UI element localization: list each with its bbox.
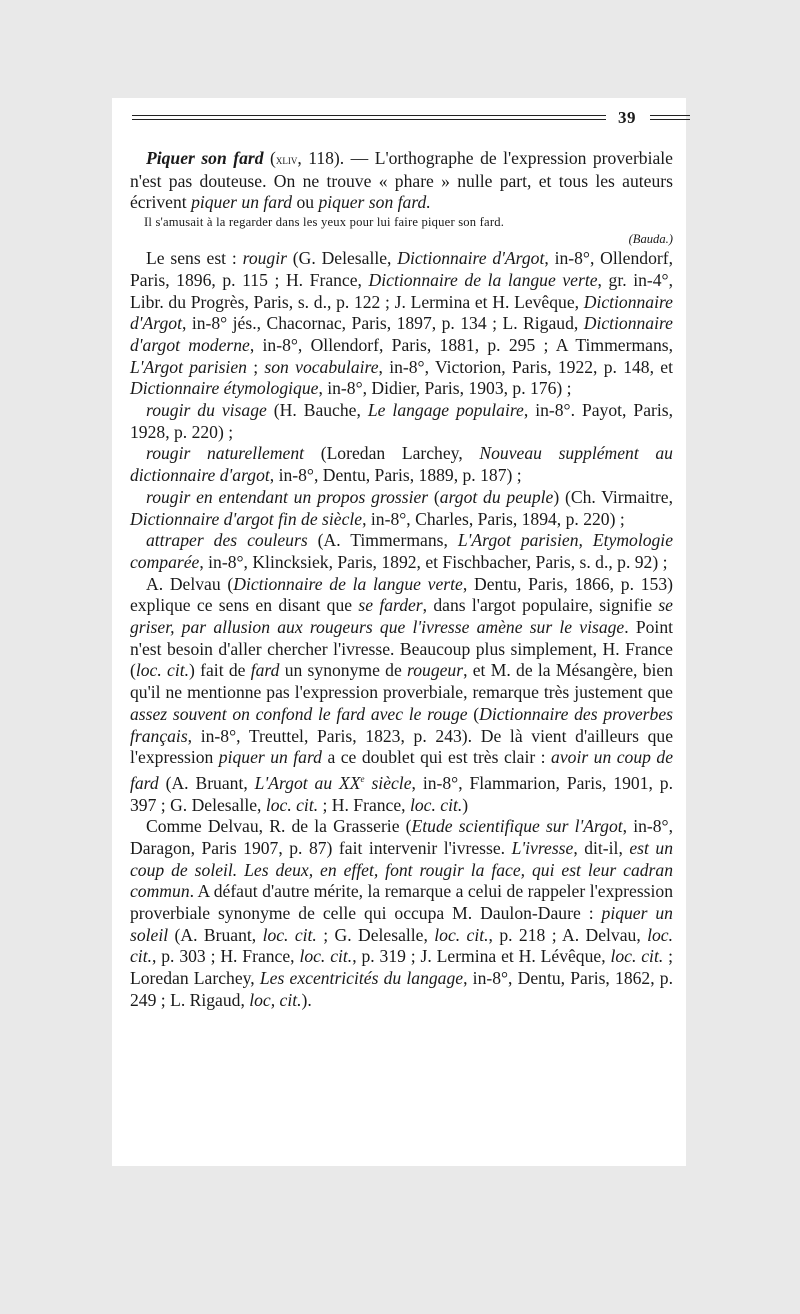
paragraph-4: rougir naturellement (Loredan Larchey, Nouveau supplément au dictionnaire d'argot, in-8°, Dentu, Paris, 1889, p. 187) ; (130, 443, 673, 486)
volume-reference: xliv (275, 152, 298, 167)
paragraph-3: rougir du visage (H. Bauche, Le langage populaire, in-8°. Payot, Paris, 1928, p. 220) ; (130, 400, 673, 442)
paragraph-1: Piquer son fard (xliv, 118). — L'orthographe de l'expression proverbiale n'est pas douteuse. On ne trouve « phare » nulle part, et tous les auteurs écrivent piquer un fard ou piquer son fard. (130, 148, 673, 213)
paragraph-7: A. Delvau (Dictionnaire de la langue verte, Dentu, Paris, 1866, p. 153) explique ce sens en disant que se farder, dans l'argot populaire, signifie se griser, par allusion aux rougeurs que l'ivresse amène sur le visage. Point n'est besoin d'aller chercher l'ivresse. Beaucoup plus simplement, H. France (loc. cit.) fait de fard un synonyme de rougeur, et M. de la Mésangère, bien qu'il ne mentionne pas l'expression proverbiale, remarque très justement que assez souvent on confond le fard avec le rouge (Dictionnaire des proverbes français, in-8°, Treuttel, Paris, 1823, p. 243). De là vient d'ailleurs que l'expression piquer un fard a ce doublet qui est très clair : avoir un coup de fard (A. Bruant, L'Argot au XXe siècle, in-8°, Flammarion, Paris, 1901, p. 397 ; G. Delesalle, loc. cit. ; H. France, loc. cit.) (130, 573, 674, 815)
paragraph-2: Le sens est : rougir (G. Delesalle, Dictionnaire d'Argot, in-8°, Ollendorf, Paris, 1896, p. 115 ; H. France, Dictionnaire de la langue verte, gr. in-4°, Libr. du Progrès, Paris, s. d., p. 122 ; J. Lermina et H. Levêque, Dictionnaire d'Argot, in-8° jés., Chacornac, Paris, 1897, p. 134 ; L. Rigaud, Dictionnaire d'argot moderne, in-8°, Ollendorf, Paris, 1881, p. 295 ; A Timmermans, L'Argot parisien ; son vocabulaire, in-8°, Victorion, Paris, 1922, p. 148, et Dictionnaire étymologique, in-8°, Didier, Paris, 1903, p. 176) ; (130, 248, 673, 399)
header-rule-right (650, 115, 690, 120)
paragraph-8: Comme Delvau, R. de la Grasserie (Etude scientifique sur l'Argot, in-8°, Daragon, Paris 1907, p. 87) fait intervenir l'ivresse. L'ivresse, dit-il, est un coup de soleil. Les deux, en effet, font rougir la face, qui est leur cadran commun. A défaut d'autre mérite, la remarque a celui de rappeler l'expression proverbiale synonyme de celle qui occupa M. Daulon-Daure : piquer un soleil (A. Bruant, loc. cit. ; G. Delesalle, loc. cit., p. 218 ; A. Delvau, loc. cit., p. 303 ; H. France, loc. cit., p. 319 ; J. Lermina et H. Lévêque, loc. cit. ; Loredan Larchey, Les excentricités du langage, in-8°, Dentu, Paris, 1862, p. 249 ; L. Rigaud, loc, cit.). (130, 816, 674, 1010)
header-rule-left (132, 115, 606, 120)
quotation-attribution: (Bauda.) (628, 232, 673, 247)
page-number: 39 (618, 108, 636, 127)
paragraph-5: rougir en entendant un propos grossier (argot du peuple) (Ch. Virmaitre, Dictionnaire d'argot fin de siècle, in-8°, Charles, Paris, 1894, p. 220) ; (130, 486, 673, 529)
body-text (130, 148, 673, 1012)
page-header (132, 108, 677, 128)
paragraph-6: attraper des couleurs (A. Timmermans, L'Argot parisien, Etymologie comparée, in-8°, Klincksiek, Paris, 1892, et Fischbacher, Paris, s. d., p. 92) ; (130, 530, 674, 572)
entry-headword: Piquer son fard (146, 148, 264, 168)
quotation: Il s'amusait à la regarder dans les yeux pour lui faire piquer son fard. (144, 215, 505, 230)
document-page (112, 98, 686, 1166)
